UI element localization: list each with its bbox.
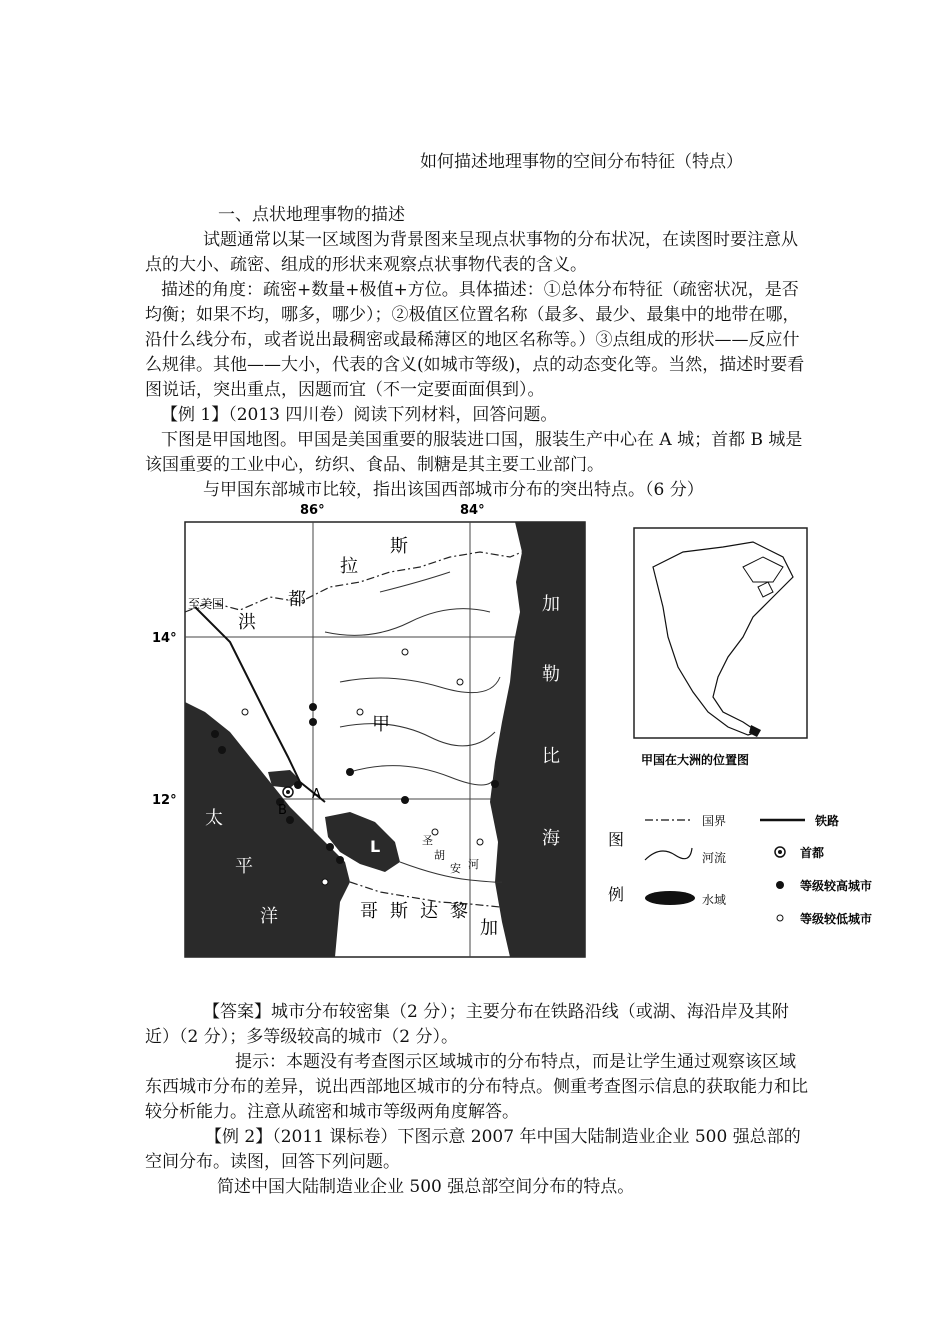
legend-low-city-symbol xyxy=(777,915,783,921)
inset-caption: 甲国在大洲的位置图 xyxy=(641,753,750,767)
legend-river-symbol xyxy=(645,848,692,860)
legend-high-city-label: 等级较高城市 xyxy=(800,879,873,893)
legend-low-city-label: 等级较低城市 xyxy=(800,912,873,926)
legend-river-label: 河流 xyxy=(702,851,727,865)
example1-heading: 【例 1】（2013 四川卷）阅读下列材料，回答问题。 xyxy=(161,405,558,425)
pacific-char-2: 平 xyxy=(235,856,253,877)
honduras-char-3: 拉 xyxy=(340,556,358,577)
lon-label-84: 84° xyxy=(460,503,485,518)
legend-title-char-1: 图 xyxy=(608,830,625,849)
costa-rica-char-4: 黎 xyxy=(450,901,468,922)
lat-label-14: 14° xyxy=(152,631,177,646)
lat-label-12: 12° xyxy=(152,793,177,808)
caribbean-char-4: 海 xyxy=(542,828,560,849)
city-a-label: A xyxy=(312,787,321,802)
legend-water-symbol xyxy=(645,891,695,905)
legend-capital-label: 首都 xyxy=(800,846,825,860)
costa-rica-char-5: 加 xyxy=(480,918,498,939)
honduras-char-2: 都 xyxy=(288,589,306,610)
costa-rica-char-2: 斯 xyxy=(390,901,408,922)
honduras-char-4: 斯 xyxy=(390,536,408,557)
nicaragua-map xyxy=(150,502,595,960)
country-jia-label: 甲 xyxy=(372,714,390,735)
page-title: 如何描述地理事物的空间分布特征（特点） xyxy=(420,152,743,172)
city-b-label: B xyxy=(278,803,287,818)
legend-water-label: 水域 xyxy=(702,893,727,907)
sanjuan-char-1: 圣 xyxy=(422,834,433,847)
legend-high-city-symbol xyxy=(776,881,784,889)
legend-railway-label: 铁路 xyxy=(815,814,840,828)
example1-question: 与甲国东部城市比较，指出该国西部城市分布的突出特点。（6 分） xyxy=(203,480,704,500)
costa-rica-char-1: 哥 xyxy=(360,901,378,922)
example2-heading: 【例 2】（2011 课标卷）下图示意 2007 年中国大陆制造业企业 500 强总部的空间分布。读图，回答下列问题。 xyxy=(145,1127,801,1172)
section-heading: 一、点状地理事物的描述 xyxy=(218,205,405,225)
lon-label-86: 86° xyxy=(300,503,325,518)
legend-title-char-2: 例 xyxy=(608,885,625,904)
costa-rica-char-3: 达 xyxy=(420,901,438,922)
honduras-char-1: 洪 xyxy=(238,612,256,633)
intro-paragraph: 试题通常以某一区域图为背景图来呈现点状事物的分布状况，在读图时要注意从点的大小、疏密、组成的形状来观察点状事物代表的含义。 xyxy=(145,230,798,275)
answer-paragraph: 【答案】城市分布较密集（2 分）；主要分布在铁路沿线（或湖、海沿岸及其附近）（2 分）；多等级较高的城市（2 分）。 xyxy=(145,1002,789,1047)
caribbean-char-1: 加 xyxy=(542,594,560,615)
caribbean-char-3: 比 xyxy=(542,746,560,767)
example2-question: 简述中国大陆制造业企业 500 强总部空间分布的特点。 xyxy=(217,1177,635,1197)
sanjuan-char-3: 安 xyxy=(450,862,461,875)
hint-paragraph: 提示：本题没有考查图示区域城市的分布特点，而是让学生通过观察该区域东西城市分布的差异，说出西部地区城市的分布特点。侧重考查图示信息的获取能力和比较分析能力。注意从疏密和城市等级两角度解答。 xyxy=(145,1052,808,1122)
sanjuan-char-4: 河 xyxy=(468,858,479,871)
caribbean-char-2: 勒 xyxy=(542,664,560,685)
pacific-char-1: 太 xyxy=(205,808,223,829)
pacific-char-3: 洋 xyxy=(260,906,278,927)
legend-border-label: 国界 xyxy=(702,814,727,828)
example1-material: 下图是甲国地图。甲国是美国重要的服装进口国，服装生产中心在 A 城；首都 B 城是该国重要的工业中心，纺织、食品、制糖是其主要工业部门。 xyxy=(145,430,803,475)
lake-l-label: L xyxy=(370,837,381,856)
to-usa-label: 至美国 xyxy=(188,597,225,611)
sanjuan-char-2: 胡 xyxy=(434,849,445,862)
map-legend xyxy=(600,800,900,940)
description-paragraph: 描述的角度：疏密+数量+极值+方位。具体描述：①总体分布特征（疏密状况，是否均衡；如果不均，哪多，哪少）；②极值区位置名称（最多、最少、最集中的地带在哪，沿什么线分布，或者说出最稠密或最稀薄区的地区名称等。）③点组成的形状——反应什么规律。其他——大小，代表的含义(如城市等级)，点的动态变化等。当然，描述时要看图说话，突出重点，因题而宜（不一定要面面俱到）。 xyxy=(145,280,805,400)
continent-inset-map xyxy=(633,527,808,772)
